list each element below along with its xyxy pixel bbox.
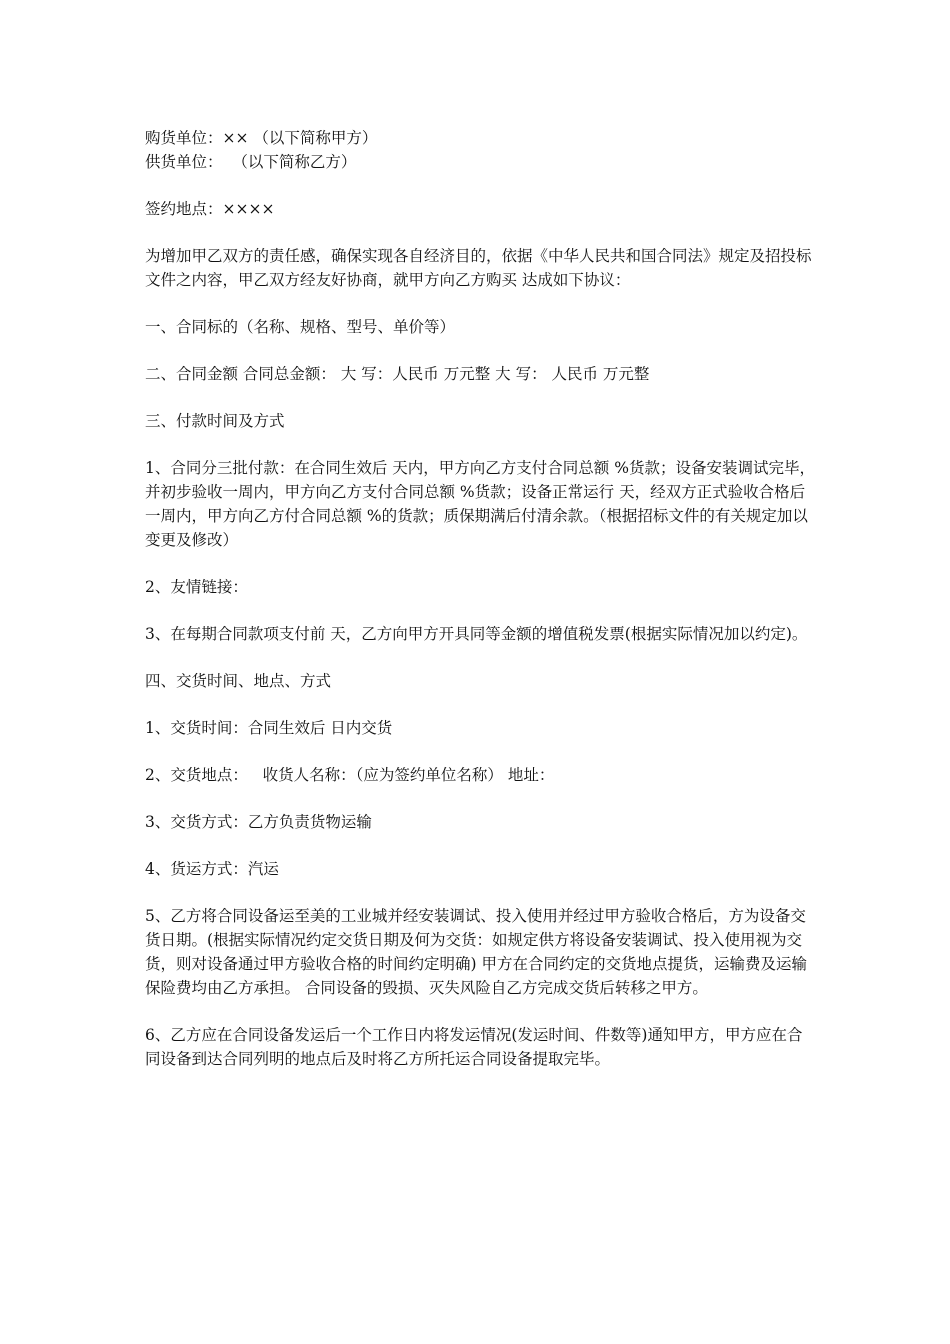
payment-clause-3: 3、在每期合同款项支付前 天，乙方向甲方开具同等金额的增值税发票(根据实际情况加以约定)。 bbox=[145, 625, 808, 643]
payment-clause-1: 1、合同分三批付款：在合同生效后 天内，甲方向乙方支付合同总额 %货款；设备安装调试完毕，并初步验收一周内，甲方向乙方支付合同总额 %货款；设备正常运行 天，经双方正式验收合格后一周内，甲方向乙方付合同总额 %的货款；质保期满后付清余款。（根据招标文件的有关规定加以变更及修改） bbox=[145, 459, 815, 549]
section-1-heading: 一、合同标的（名称、规格、型号、单价等） bbox=[145, 318, 456, 336]
delivery-clause-3: 3、交货方式：乙方负责货物运输 bbox=[145, 813, 372, 831]
section-2-heading: 二、合同金额 合同总金额： 大 写：人民币 万元整 大 写： 人民币 万元整 bbox=[145, 365, 650, 383]
buyer-line: 购货单位：×× （以下简称甲方） bbox=[145, 129, 378, 147]
delivery-clause-6: 6、乙方应在合同设备发运后一个工作日内将发运情况(发运时间、件数等)通知甲方，甲方应在合同设备到达合同列明的地点后及时将乙方所托运合同设备提取完毕。 bbox=[145, 1026, 803, 1068]
payment-clause-2: 2、友情链接： bbox=[145, 578, 248, 596]
section-3-heading: 三、付款时间及方式 bbox=[145, 412, 285, 430]
supplier-line: 供货单位： （以下简称乙方） bbox=[145, 153, 357, 171]
delivery-clause-2: 2、交货地点： 收货人名称：（应为签约单位名称） 地址： bbox=[145, 766, 555, 784]
delivery-clause-4: 4、货运方式：汽运 bbox=[145, 860, 279, 878]
signing-place-line: 签约地点：×××× bbox=[145, 200, 275, 218]
document-body bbox=[145, 126, 815, 1071]
section-4-heading: 四、交货时间、地点、方式 bbox=[145, 672, 332, 690]
delivery-clause-1: 1、交货时间：合同生效后 日内交货 bbox=[145, 719, 393, 737]
preamble-paragraph: 为增加甲乙双方的责任感，确保实现各自经济目的，依据《中华人民共和国合同法》规定及招投标文件之内容，甲乙双方经友好协商，就甲方向乙方购买 达成如下协议： bbox=[145, 247, 812, 289]
delivery-clause-5: 5、乙方将合同设备运至美的工业城并经安装调试、投入使用并经过甲方验收合格后，方为设备交货日期。(根据实际情况约定交货日期及何为交货：如规定供方将设备安装调试、投入使用视为交货，则对设备通过甲方验收合格的时间约定明确) 甲方在合同约定的交货地点提货，运输费及运输保险费均由乙方承担。 合同设备的毁损、灭失风险自乙方完成交货后转移之甲方。 bbox=[145, 907, 807, 997]
